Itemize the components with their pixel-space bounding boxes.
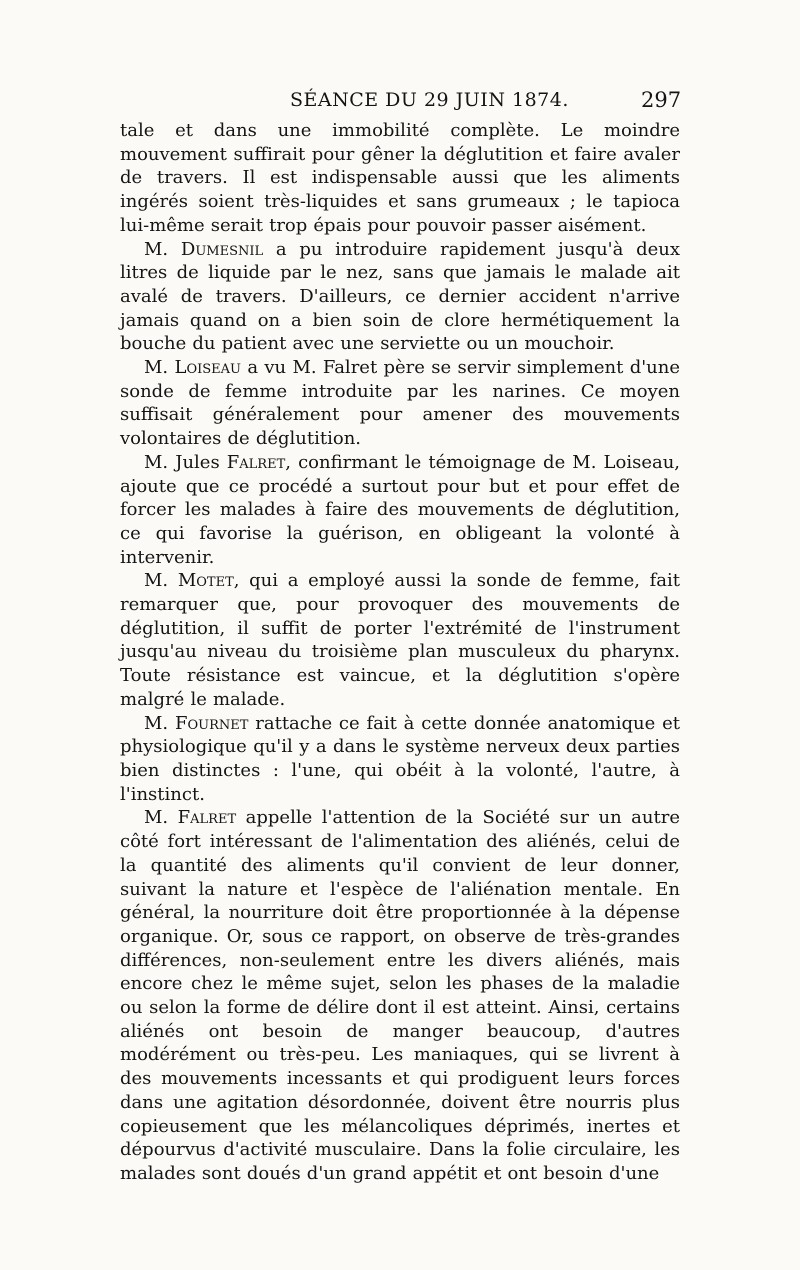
speaker-title: M. bbox=[144, 712, 169, 734]
speaker-name: Falret, bbox=[226, 451, 291, 473]
paragraph-text: rattache ce fait à cette donnée anatomique et physiologique qu'il y a dans le système nerveux deux parties bien distinctes : l'une, qui obéit à la volonté, l'autre, à l'instinct. bbox=[120, 712, 681, 805]
page-number: 297 bbox=[641, 88, 682, 112]
paragraph-loiseau bbox=[120, 356, 680, 451]
header-title: SÉANCE DU 29 JUIN 1874. bbox=[290, 89, 569, 111]
paragraph-motet bbox=[120, 569, 680, 711]
speaker-title: M. bbox=[144, 807, 169, 829]
paragraph-text: appelle l'attention de la Société sur un autre côté fort intéressant de l'alimentation des aliénés, celui de la quantité des aliments qu'il convient de leur donner, suivant la nature et l'espèce de l'aliénation mentale. En général, la nourriture doit être proportionnée à la dépense organique. Or, sous ce rapport, on observe de très-grandes différences, non-seulement entre les divers aliénés, mais encore chez le même sujet, selon les phases de la maladie ou selon la forme de délire dont il est atteint. Ainsi, certains aliénés ont besoin de manger beaucoup, d'autres modérément ou très-peu. Les maniaques, qui se livrent à des mouvements incessants et qui prodiguent leurs forces dans une agitation désordonnée, doivent être nourris plus copieusement que les mélancoliques déprimés, inertes et dépourvus d'activité musculaire. Dans la folie circulaire, les malades sont doués d'un grand appétit et ont besoin d'une bbox=[120, 807, 680, 1184]
paragraph-continued bbox=[120, 119, 680, 238]
paragraph-text: confirmant le témoignage de M. Loiseau, ajoute que ce procédé a surtout pour but et pour effet de forcer les malades à faire des mouvements de déglutition, ce qui favorise la guérison, en obligeant la volonté à intervenir. bbox=[120, 451, 681, 568]
paragraph-text: tale et dans une immobilité complète. Le moindre mouvement suffirait pour gêner la déglutition et faire avaler de travers. Il est indispensable aussi que les aliments ingérés soient très-liquides et sans grumeaux ; le tapioca lui-même serait trop épais pour pouvoir passer aisément. bbox=[120, 120, 680, 236]
speaker-name: Fournet bbox=[174, 712, 249, 734]
speaker-title: M. bbox=[144, 357, 169, 379]
speaker-name: Falret bbox=[177, 807, 237, 829]
paragraph-text: a vu M. Falret père se servir simplement d'une sonde de femme introduite par les narines. Ce moyen suffisait généralement pour amener des mouvements volontaires de déglutition. bbox=[120, 357, 680, 450]
paragraph-text: a pu introduire rapidement jusqu'à deux litres de liquide par le nez, sans que jamais le malade ait avalé de travers. D'ailleurs, ce dernier accident n'arrive jamais quand on a bien soin de clore hermétiquement la bouche du patient avec une serviette ou un mouchoir. bbox=[120, 238, 680, 355]
body-text bbox=[120, 119, 680, 1186]
paragraph-falret bbox=[120, 806, 680, 1185]
paragraph-dumesnil bbox=[120, 238, 680, 357]
speaker-name: Motet, bbox=[177, 570, 240, 592]
speaker-title: M. Jules bbox=[144, 451, 220, 473]
paragraph-fournet bbox=[120, 712, 680, 807]
paragraph-jules-falret bbox=[120, 451, 680, 570]
running-header bbox=[0, 88, 800, 118]
speaker-name: Dumesnil bbox=[180, 238, 264, 260]
paragraph-text: qui a employé aussi la sonde de femme, fait remarquer que, pour provoquer des mouvements de déglutition, il suffit de porter l'extrémité de l'instrument jusqu'au niveau du troisième plan musculeux du pharynx. Toute résistance est vaincue, et la déglutition s'opère malgré le malade. bbox=[120, 570, 680, 710]
speaker-name: Loiseau bbox=[174, 357, 241, 379]
speaker-title: M. bbox=[144, 238, 169, 260]
speaker-title: M. bbox=[144, 570, 169, 592]
